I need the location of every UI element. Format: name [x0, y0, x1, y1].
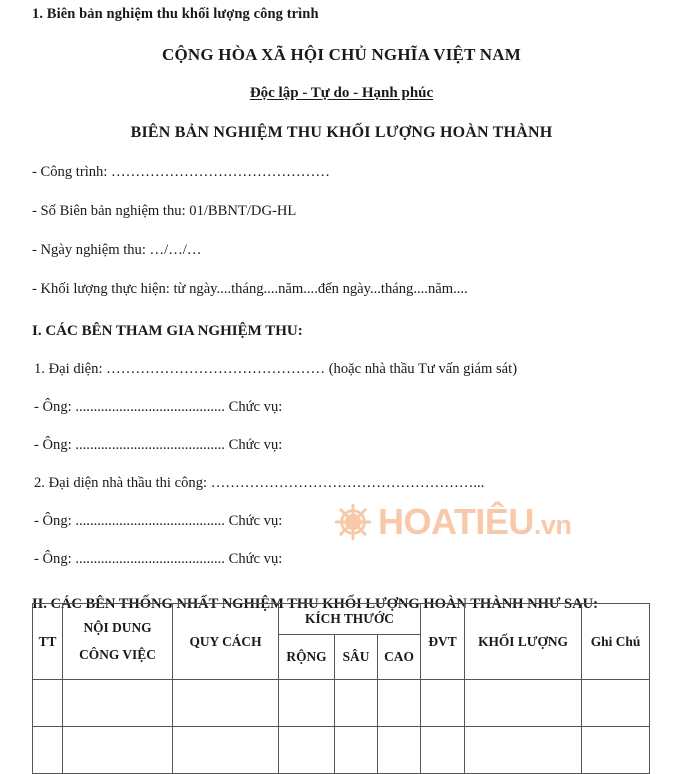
cell-ghi-chu[interactable]	[582, 727, 650, 774]
cell-sau[interactable]	[335, 727, 378, 774]
cell-quy-cach[interactable]	[173, 727, 279, 774]
th-noi-dung-line1: NỘI DUNG	[83, 619, 152, 635]
motto-text: Độc lập - Tự do - Hạnh phúc	[249, 85, 434, 101]
cell-ghi-chu[interactable]	[582, 680, 650, 727]
info-line-cong-trinh: - Công trình: ………………………………………	[32, 164, 330, 180]
section-one-ong-3: - Ông: ......................................... Chức vụ:	[34, 513, 283, 529]
cell-rong[interactable]	[279, 680, 335, 727]
table-row	[33, 680, 650, 727]
cell-khoi-luong[interactable]	[465, 727, 582, 774]
th-khoi-luong: KHỐI LƯỢNG	[465, 604, 582, 680]
th-sau: SÂU	[335, 635, 378, 680]
section-one-nha-thau-thi-cong: 2. Đại diện nhà thầu thi công: ………………………………………………...	[34, 475, 485, 491]
section-one-dai-dien: 1. Đại diện: ……………………………………… (hoặc nhà thầu Tư vấn giám sát)	[34, 361, 518, 377]
cell-quy-cach[interactable]	[173, 680, 279, 727]
th-ghi-chu: Ghi Chú	[582, 604, 650, 680]
cell-tt[interactable]	[33, 727, 63, 774]
watermark-suffix: .vn	[533, 510, 572, 540]
th-tt: TT	[33, 604, 63, 680]
section-one-ong-2: - Ông: ......................................... Chức vụ:	[34, 437, 283, 453]
th-kich-thuoc: KÍCH THƯỚC	[279, 604, 421, 635]
section-one-ong-4: - Ông: ......................................... Chức vụ:	[34, 551, 283, 567]
page-title: BIÊN BẢN NGHIỆM THU KHỐI LƯỢNG HOÀN THÀNH	[130, 124, 553, 141]
th-noi-dung-cong-viec	[63, 604, 173, 680]
section-two-heading: II. CÁC BÊN THỐNG NHẤT NGHIỆM THU KHỐI LƯỢNG HOÀN THÀNH NHƯ SAU:	[32, 596, 598, 612]
th-noi-dung-line2: CÔNG VIỆC	[79, 646, 156, 662]
section-one-ong-1: - Ông: ......................................... Chức vụ:	[34, 399, 283, 415]
national-motto	[18, 85, 665, 102]
table-header-row-1	[33, 604, 650, 635]
national-title: CỘNG HÒA XÃ HỘI CHỦ NGHĨA VIỆT NAM	[162, 45, 521, 64]
cell-cao[interactable]	[378, 680, 421, 727]
watermark-brand: HOATIÊU	[378, 501, 534, 542]
cell-noi-dung-cong-viec[interactable]	[63, 727, 173, 774]
cell-tt[interactable]	[33, 680, 63, 727]
info-line-khoi-luong-thuc-hien: - Khối lượng thực hiện: từ ngày....tháng....năm....đến ngày...tháng....năm....	[32, 281, 468, 297]
volume-table	[32, 603, 650, 774]
cell-noi-dung-cong-viec[interactable]	[63, 680, 173, 727]
info-line-so-bien-ban: - Số Biên bản nghiệm thu: 01/BBNT/DG-HL	[32, 203, 297, 219]
cell-rong[interactable]	[279, 727, 335, 774]
th-dvt: ĐVT	[421, 604, 465, 680]
section-one-heading: I. CÁC BÊN THAM GIA NGHIỆM THU:	[32, 323, 303, 339]
cell-khoi-luong[interactable]	[465, 680, 582, 727]
document-subject: 1. Biên bản nghiệm thu khối lượng công trình	[32, 6, 319, 22]
th-cao: CAO	[378, 635, 421, 680]
cell-sau[interactable]	[335, 680, 378, 727]
cell-cao[interactable]	[378, 727, 421, 774]
cell-dvt[interactable]	[421, 680, 465, 727]
th-quy-cach: QUY CÁCH	[173, 604, 279, 680]
document-page	[0, 6, 683, 735]
cell-dvt[interactable]	[421, 727, 465, 774]
th-rong: RỘNG	[279, 635, 335, 680]
table-row	[33, 727, 650, 774]
info-line-ngay-nghiem-thu: - Ngày nghiệm thu: …/…/…	[32, 242, 202, 258]
